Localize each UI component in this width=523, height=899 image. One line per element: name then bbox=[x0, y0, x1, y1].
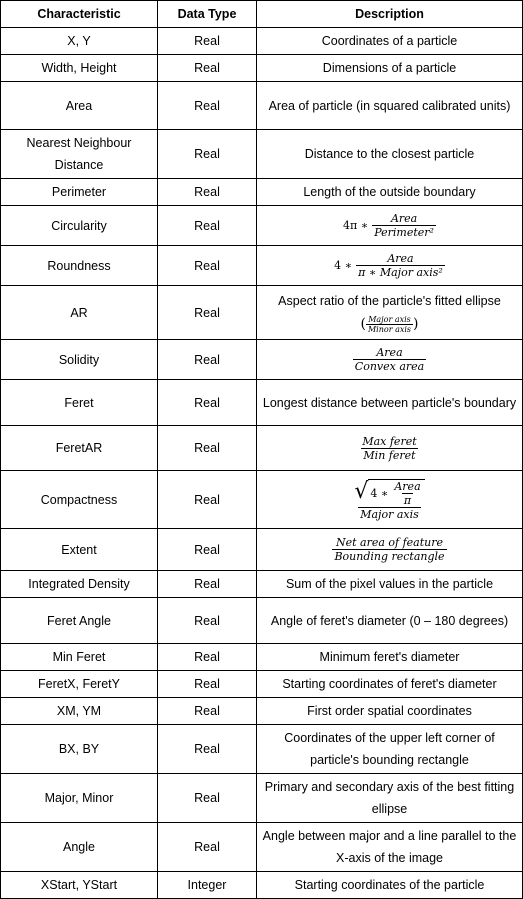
cell-characteristic: Perimeter bbox=[1, 179, 158, 206]
cell-description: First order spatial coordinates bbox=[257, 698, 523, 725]
cell-description bbox=[257, 426, 523, 471]
table-row bbox=[1, 644, 523, 671]
cell-description: Distance to the closest particle bbox=[257, 130, 523, 179]
cell-data-type: Real bbox=[158, 28, 257, 55]
table-row bbox=[1, 725, 523, 774]
cell-characteristic: XM, YM bbox=[1, 698, 158, 725]
formula-denominator: π ∗ Major axis² bbox=[358, 266, 443, 279]
cell-description: Sum of the pixel values in the particle bbox=[257, 571, 523, 598]
cell-data-type: Real bbox=[158, 130, 257, 179]
cell-data-type: Real bbox=[158, 286, 257, 340]
cell-characteristic: Major, Minor bbox=[1, 774, 158, 823]
formula-denominator: Bounding rectangle bbox=[334, 550, 445, 563]
cell-description: Starting coordinates of the particle bbox=[257, 872, 523, 899]
cell-data-type: Real bbox=[158, 774, 257, 823]
cell-characteristic: FeretX, FeretY bbox=[1, 671, 158, 698]
cell-description: Area of particle (in squared calibrated units) bbox=[257, 82, 523, 130]
table-row bbox=[1, 55, 523, 82]
cell-description bbox=[257, 340, 523, 380]
cell-data-type: Real bbox=[158, 340, 257, 380]
cell-data-type: Real bbox=[158, 725, 257, 774]
cell-data-type: Real bbox=[158, 55, 257, 82]
cell-description: Longest distance between particle's boundary bbox=[257, 380, 523, 426]
cell-data-type: Real bbox=[158, 179, 257, 206]
cell-description bbox=[257, 286, 523, 340]
cell-characteristic: Width, Height bbox=[1, 55, 158, 82]
formula-denominator: Convex area bbox=[354, 360, 425, 373]
header-description: Description bbox=[257, 1, 523, 28]
cell-characteristic: Circularity bbox=[1, 206, 158, 246]
cell-characteristic: FeretAR bbox=[1, 426, 158, 471]
cell-description: Primary and secondary axis of the best fitting ellipse bbox=[257, 774, 523, 823]
table-row bbox=[1, 206, 523, 246]
roundness-formula bbox=[334, 252, 445, 279]
formula-numerator: Area bbox=[390, 212, 418, 225]
header-characteristic: Characteristic bbox=[1, 1, 158, 28]
table-row bbox=[1, 179, 523, 206]
formula-prefix: 4π ∗ bbox=[343, 218, 369, 232]
table-row bbox=[1, 529, 523, 571]
formula-inner-denominator: π bbox=[403, 493, 412, 507]
formula-denominator: Min feret bbox=[363, 448, 416, 462]
table-row bbox=[1, 872, 523, 899]
cell-data-type: Real bbox=[158, 671, 257, 698]
cell-description: Dimensions of a particle bbox=[257, 55, 523, 82]
table-row bbox=[1, 471, 523, 529]
cell-description: Angle of feret's diameter (0 – 180 degrees) bbox=[257, 598, 523, 644]
cell-description bbox=[257, 246, 523, 286]
cell-characteristic: XStart, YStart bbox=[1, 872, 158, 899]
ar-formula: ( $\frac{\text{Major axis}}{\text{Minor axis}}$ ) bbox=[360, 314, 419, 334]
compactness-formula: √ 4 ∗ $\frac{\text{Area}}{\pi}$ Major axis bbox=[352, 493, 426, 506]
solidity-formula bbox=[353, 346, 426, 373]
table-row bbox=[1, 698, 523, 725]
table-row bbox=[1, 774, 523, 823]
cell-characteristic: Solidity bbox=[1, 340, 158, 380]
cell-characteristic: Min Feret bbox=[1, 644, 158, 671]
cell-characteristic: X, Y bbox=[1, 28, 158, 55]
cell-data-type: Integer bbox=[158, 872, 257, 899]
cell-data-type: Real bbox=[158, 246, 257, 286]
cell-characteristic: Extent bbox=[1, 529, 158, 571]
cell-description bbox=[257, 529, 523, 571]
cell-characteristic: Integrated Density bbox=[1, 571, 158, 598]
table-row bbox=[1, 823, 523, 872]
table-row bbox=[1, 82, 523, 130]
ar-description: Aspect ratio of the particle's fitted ellipse bbox=[278, 294, 501, 308]
cell-characteristic: Compactness bbox=[1, 471, 158, 529]
cell-description: Coordinates of the upper left corner of particle's bounding rectangle bbox=[257, 725, 523, 774]
table-row bbox=[1, 340, 523, 380]
cell-data-type: Real bbox=[158, 426, 257, 471]
formula-denominator: Major axis bbox=[360, 507, 419, 521]
cell-description: Starting coordinates of feret's diameter bbox=[257, 671, 523, 698]
cell-data-type: Real bbox=[158, 823, 257, 872]
cell-data-type: Real bbox=[158, 698, 257, 725]
table-row bbox=[1, 426, 523, 471]
header-data-type: Data Type bbox=[158, 1, 257, 28]
formula-numerator: Area bbox=[387, 252, 414, 265]
cell-description bbox=[257, 471, 523, 529]
table-row bbox=[1, 246, 523, 286]
extent-formula bbox=[332, 536, 446, 563]
circularity-formula bbox=[343, 212, 436, 239]
cell-characteristic: Feret bbox=[1, 380, 158, 426]
cell-data-type: Real bbox=[158, 598, 257, 644]
cell-characteristic: AR bbox=[1, 286, 158, 340]
cell-data-type: Real bbox=[158, 82, 257, 130]
cell-data-type: Real bbox=[158, 206, 257, 246]
table-row bbox=[1, 380, 523, 426]
cell-description: Minimum feret's diameter bbox=[257, 644, 523, 671]
cell-characteristic: Area bbox=[1, 82, 158, 130]
formula-inner-prefix: 4 ∗ bbox=[370, 486, 389, 500]
feretar-formula bbox=[360, 434, 418, 462]
header-row bbox=[1, 1, 523, 28]
cell-description: Angle between major and a line parallel to the X-axis of the image bbox=[257, 823, 523, 872]
cell-characteristic: Feret Angle bbox=[1, 598, 158, 644]
cell-data-type: Real bbox=[158, 644, 257, 671]
formula-numerator: Major axis bbox=[368, 314, 411, 324]
cell-data-type: Real bbox=[158, 471, 257, 529]
cell-data-type: Real bbox=[158, 529, 257, 571]
formula-denominator: Perimeter² bbox=[374, 226, 434, 239]
table-row bbox=[1, 28, 523, 55]
cell-characteristic: BX, BY bbox=[1, 725, 158, 774]
formula-inner-numerator: Area bbox=[394, 479, 421, 493]
table-row bbox=[1, 130, 523, 179]
table-row bbox=[1, 286, 523, 340]
table-row bbox=[1, 598, 523, 644]
formula-prefix: 4 ∗ bbox=[334, 258, 353, 272]
table-row bbox=[1, 571, 523, 598]
cell-characteristic: Nearest Neighbour Distance bbox=[1, 130, 158, 179]
cell-characteristic: Roundness bbox=[1, 246, 158, 286]
cell-data-type: Real bbox=[158, 380, 257, 426]
cell-description: Coordinates of a particle bbox=[257, 28, 523, 55]
cell-characteristic: Angle bbox=[1, 823, 158, 872]
cell-description bbox=[257, 206, 523, 246]
formula-numerator: Max feret bbox=[362, 434, 417, 448]
cell-description: Length of the outside boundary bbox=[257, 179, 523, 206]
cell-data-type: Real bbox=[158, 571, 257, 598]
table-row bbox=[1, 671, 523, 698]
formula-numerator: Area bbox=[376, 346, 403, 359]
formula-denominator: Minor axis bbox=[367, 324, 412, 334]
formula-numerator: Net area of feature bbox=[335, 536, 444, 549]
